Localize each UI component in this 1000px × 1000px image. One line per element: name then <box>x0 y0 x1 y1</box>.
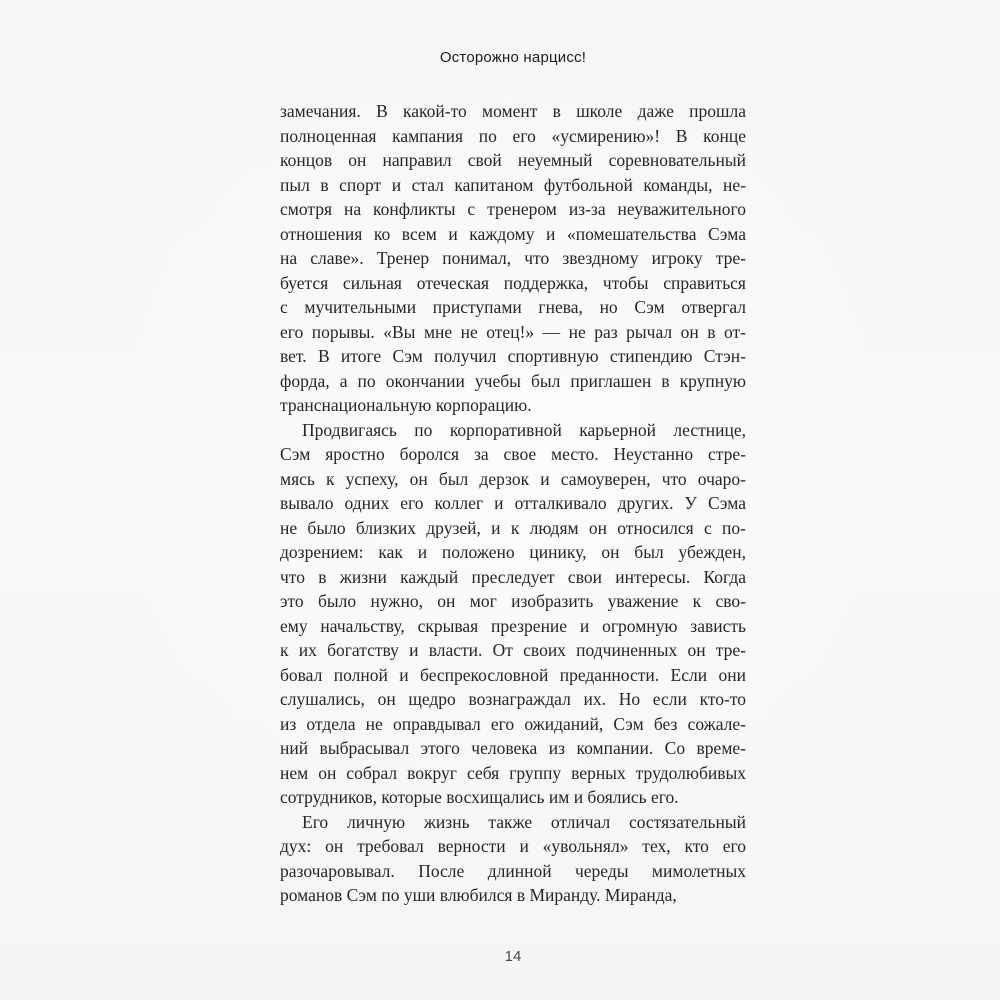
text-line: ему начальству, скрывая презрение и огромную зависть <box>280 615 746 636</box>
text-line: пыл в спорт и стал капитаном футбольной команды, не- <box>280 174 746 195</box>
text-line: на славе». Тренер понимал, что звездному игроку тре- <box>280 248 746 268</box>
running-head-title: Осторожно нарцисс! <box>439 49 587 66</box>
text-line: Сэм яростно боролся за свое место. Неустанно стре- <box>280 444 746 464</box>
text-line: это было нужно, он мог изобразить уважение к сво- <box>280 591 746 611</box>
text-line: вет. В итоге Сэм получил спортивную стипендию Стэн- <box>280 346 746 366</box>
text-line: мясь к успеху, он был дерзок и самоуверен, что очаро- <box>280 468 746 489</box>
text-line: дух: он требовал верности и «увольнял» тех, кто его <box>280 836 746 856</box>
text-line: слушались, он щедро вознаграждал их. Но если кто-то <box>280 689 746 709</box>
text-line: бовал полной и беспрекословной преданности. Если они <box>280 664 746 685</box>
text-line: полноценная кампания по его «усмирению»! В конце <box>280 125 746 146</box>
text-line: разочаровывал. После длинной череды мимолетных <box>280 860 746 881</box>
text-line: романов Сэм по уши влюбился в Миранду. Миранда, <box>280 885 677 905</box>
text-line: замечания. В какой-то момент в школе даже прошла <box>280 101 746 121</box>
page-text <box>280 99 746 908</box>
text-line: Его личную жизнь также отличал состязательный <box>302 811 746 832</box>
text-line: к их богатству и власти. От своих подчиненных он тре- <box>280 640 746 660</box>
text-line: его порывы. «Вы мне не отец!» — не раз рычал он в от- <box>280 321 746 342</box>
text-line: нем он собрал вокруг себя группу верных трудолюбивых <box>280 762 746 783</box>
text-line: дозрением: как и положено цинику, он был убежден, <box>280 542 746 562</box>
page-number: 14 <box>504 948 522 965</box>
text-line: смотря на конфликты с тренером из-за неуважительного <box>280 199 746 219</box>
text-line: не было близких друзей, и к людям он относился с по- <box>280 517 746 538</box>
text-line: что в жизни каждый преследует свои интересы. Когда <box>280 566 746 587</box>
text-line: сотрудников, которые восхищались им и боялись его. <box>280 787 679 807</box>
text-line: ний выбрасывал этого человека из компании. Со време- <box>280 738 746 758</box>
text-line: форда, а по окончании учебы был приглашен в крупную <box>280 370 746 391</box>
text-line: с мучительными приступами гнева, но Сэм отвергал <box>280 297 746 317</box>
text-line: Продвигаясь по корпоративной карьерной лестнице, <box>302 419 746 440</box>
text-line: вывало одних его коллег и отталкивало других. У Сэма <box>280 493 746 513</box>
text-line: транснациональную корпорацию. <box>280 395 532 415</box>
text-line: из отдела не оправдывал его ожиданий, Сэм без сожале- <box>280 713 746 734</box>
text-line: отношения ко всем и каждому и «помешательства Сэма <box>280 223 746 244</box>
text-line: концов он направил свой неуемный соревновательный <box>280 150 746 170</box>
text-line: буется сильная отеческая поддержка, чтобы справиться <box>280 272 746 293</box>
